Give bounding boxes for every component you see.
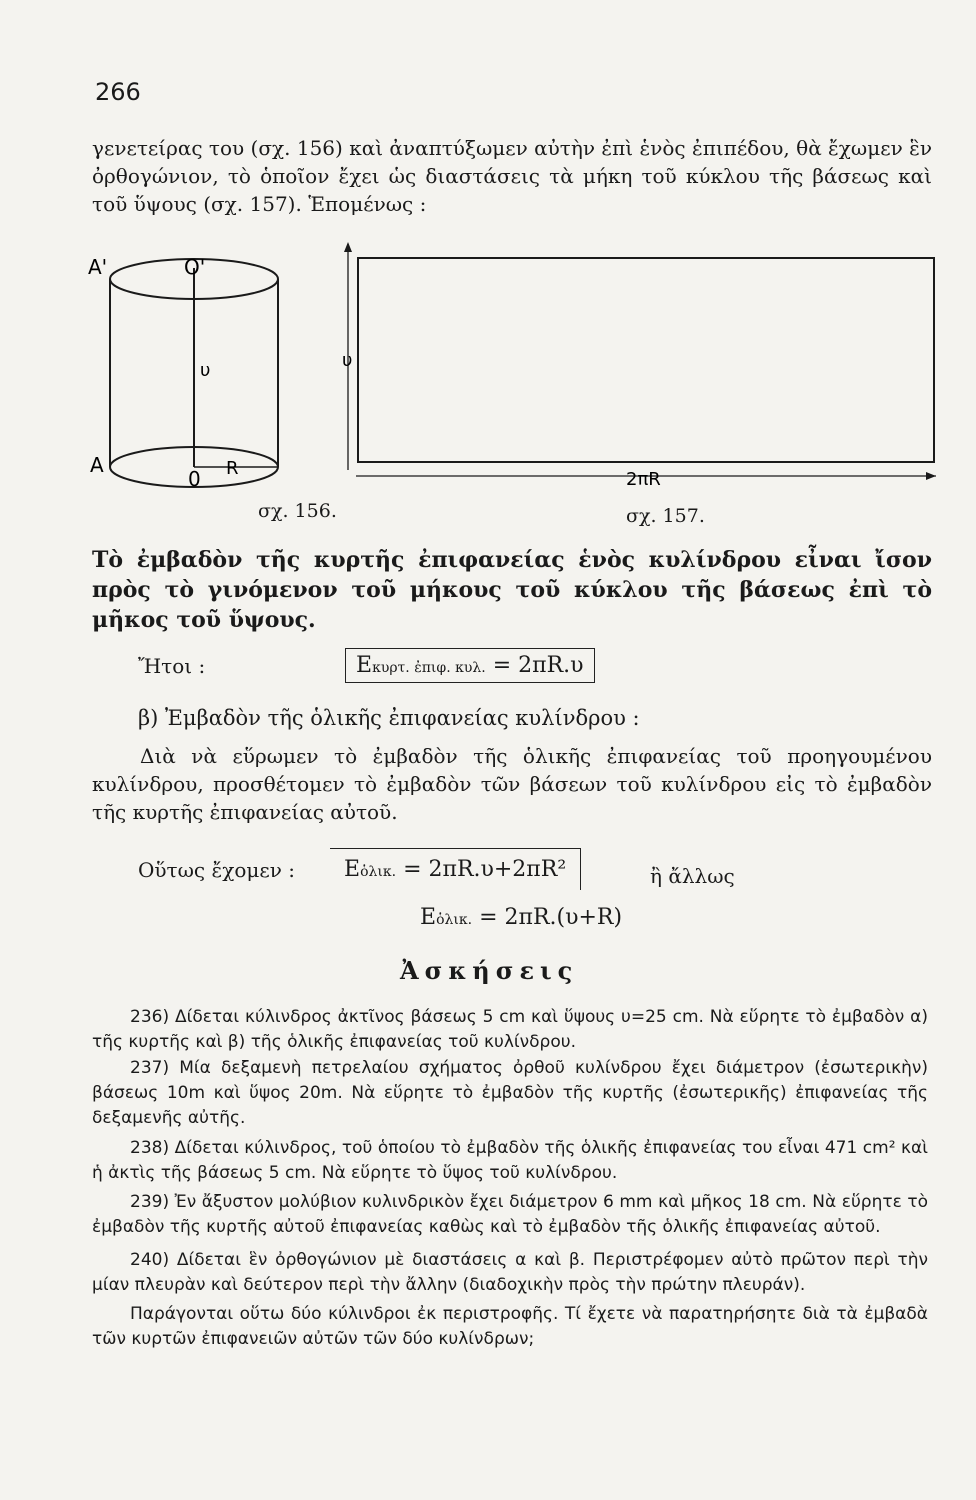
exercise-238 (92, 1136, 928, 1186)
formula-curved-surface (345, 648, 595, 683)
figure-156-caption: σχ. 156. (258, 500, 337, 522)
page-number: 266 (95, 78, 141, 106)
exercise-240-continued (92, 1302, 928, 1352)
formula1-lhs: Ε (356, 653, 373, 678)
formula3-rhs: = 2πR.(υ+R) (479, 905, 623, 930)
height-arrowhead (344, 242, 352, 252)
formula1-lhs-sub: κυρτ. ἐπιφ. κυλ. (372, 660, 486, 676)
figure-157-caption: σχ. 157. (626, 505, 705, 527)
label-u: υ (200, 360, 211, 381)
width-arrowhead (926, 472, 936, 480)
formula2-suffix: ἢ ἄλλως (650, 864, 735, 888)
formula1-rhs: = 2πR.υ (492, 653, 584, 678)
exercises-title: Ἀσκήσεις (400, 956, 579, 985)
intro-paragraph: γενετείρας του (σχ. 156) καὶ ἀναπτύξωμεν αὐτὴν ἐπὶ ἑνὸς ἐπιπέδου, θὰ ἔχωμεν ἓν ὀρθογώνιον, τὸ ὁποῖον ἔχει ὡς διαστάσεις τὰ μήκη τοῦ κύκλου τῆς βάσεως καὶ τοῦ ὕψους (σχ. 157). Ἑπομένως : (92, 136, 932, 216)
figure-156-cylinder (80, 238, 300, 518)
label-o-prime: Ο' (184, 255, 206, 279)
label-u: υ (342, 350, 353, 371)
formula2-rhs: = 2πR.υ+2πR² (403, 857, 567, 882)
exercise-text: Παράγονται οὕτω δύο κύλινδροι ἐκ περιστροφῆς. Τί ἔχετε νὰ παρατηρήσητε διὰ τὰ ἐμβαδὰ τῶν κυρτῶν ἐπιφανειῶν αὐτῶν τῶν δύο κυλίνδρων; (92, 1304, 928, 1349)
exercise-239 (92, 1190, 928, 1240)
figure-157-rectangle (330, 240, 940, 490)
formula3-lhs: Ε (420, 905, 437, 930)
label-a-prime: Α' (88, 255, 108, 279)
paragraph-total-surface: Διὰ νὰ εὕρωμεν τὸ ἐμβαδὸν τῆς ὁλικῆς ἐπιφανείας τοῦ προηγουμένου κυλίνδρου, προσθέτομεν τὸ ἐμβαδὸν τῶν βάσεων τοῦ κυλίνδρου εἰς τὸ ἐμβαδὸν τῆς κυρτῆς ἐπιφανείας αὐτοῦ. (92, 744, 932, 824)
exercise-237 (92, 1056, 928, 1131)
exercise-text: 238) Δίδεται κύλινδρος, τοῦ ὁποίου τὸ ἐμβαδὸν τῆς ὁλικῆς ἐπιφανείας του εἶναι 471 cm² καὶ ἡ ἀκτὶς τῆς βάσεως 5 cm. Νὰ εὕρητε τὸ ὕψος τοῦ κυλίνδρου. (92, 1138, 928, 1183)
exercise-text: 240) Δίδεται ἓν ὀρθογώνιον μὲ διαστάσεις α καὶ β. Περιστρέφομεν αὐτὸ πρῶτον περὶ τὴν μίαν πλευρὰν καὶ δεύτερον περὶ τὴν ἄλλην (διαδοχικὴν πρὸς τὴν πρώτην πλευράν). (92, 1250, 928, 1295)
label-o: 0 (188, 467, 201, 491)
unrolled-rectangle (358, 258, 934, 462)
formula-total-surface-factored (420, 905, 622, 930)
label-a: Α (90, 453, 104, 477)
exercise-text: 236) Δίδεται κύλινδρος ἀκτῖνος βάσεως 5 cm καὶ ὕψους υ=25 cm. Νὰ εὕρητε τὸ ἐμβαδὸν α) τῆς κυρτῆς καὶ β) τῆς ὁλικῆς ἐπιφανείας τοῦ κυλίνδρου. (92, 1007, 928, 1052)
formula2-lhs: Ε (344, 857, 361, 882)
formula3-lhs-sub: ὁλικ. (436, 912, 473, 928)
formula2-lhs-sub: ὁλικ. (360, 864, 397, 880)
formula-total-surface (330, 848, 581, 890)
exercise-text: 239) Ἐν ἄξυστον μολύβιον κυλινδρικὸν ἔχει διάμετρον 6 mm καὶ μῆκος 18 cm. Νὰ εὕρητε τὸ ἐμβαδὸν τῆς κυρτῆς αὐτοῦ ἐπιφανείας καθὼς καὶ τὸ ἐμβαδὸν τῆς ὁλικῆς ἐπιφανείας αὐτοῦ. (92, 1192, 928, 1237)
formula2-prefix: Οὕτως ἔχομεν : (138, 858, 295, 882)
exercise-text: 237) Μία δεξαμενὴ πετρελαίου σχήματος ὀρθοῦ κυλίνδρου ἔχει διάμετρον (ἐσωτερικὴν) βάσεως 10m καὶ ὕψος 20m. Νὰ εὕρητε τὸ ἐμβαδὸν τῆς κυρτῆς (ἐσωτερικῆς) ἐπιφανείας τῆς δεξαμενῆς αὐτῆς. (92, 1058, 928, 1128)
label-r: R (226, 458, 239, 479)
section-b-heading: β) Ἐμβαδὸν τῆς ὁλικῆς ἐπιφανείας κυλίνδρου : (138, 706, 640, 730)
exercise-240 (92, 1248, 928, 1298)
formula1-prefix: Ἤτοι : (138, 654, 206, 678)
exercise-236 (92, 1005, 928, 1055)
theorem-statement: Τὸ ἐμβαδὸν τῆς κυρτῆς ἐπιφανείας ἑνὸς κυλίνδρου εἶναι ἴσον πρὸς τὸ γινόμενον τοῦ μήκους τοῦ κύκλου τῆς βάσεως ἐπὶ τὸ μῆκος τοῦ ὕψους. (92, 547, 932, 633)
label-2pir: 2πR (626, 469, 661, 490)
